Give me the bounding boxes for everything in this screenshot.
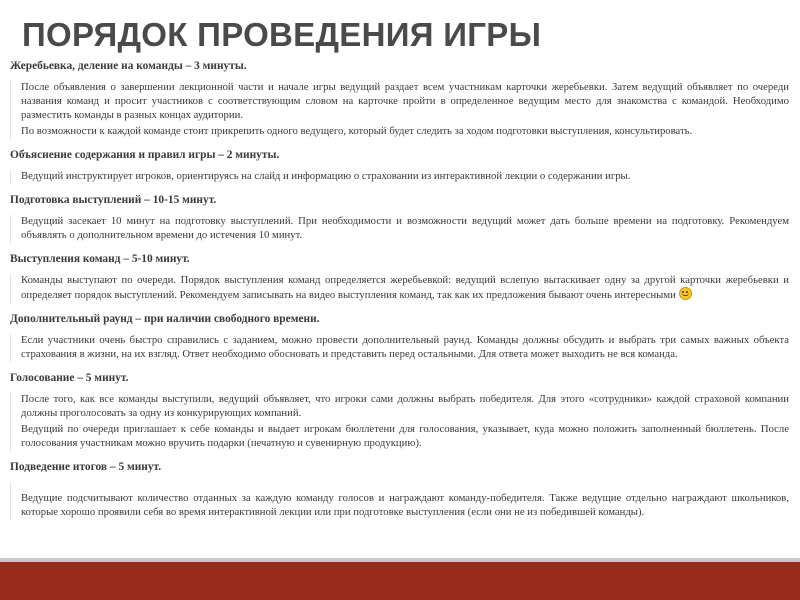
section-body [10, 170, 789, 184]
section-rules [0, 149, 792, 184]
section-body [10, 482, 789, 520]
section-heading: Дополнительный раунд – при наличии свободного времени. [10, 313, 320, 326]
content [0, 60, 792, 530]
section-body [10, 393, 789, 451]
section-voting [0, 372, 792, 451]
paragraph: Ведущий по очереди приглашает к себе команды и выдает игрокам бюллетени для голосования, указывает, куда можно положить заполненный бюллетень. После голосования участникам можно вручить подарки (печатную и сувенирную продукцию). [21, 423, 789, 450]
paragraph: По возможности к каждой команде стоит прикрепить одного ведущего, который будет следить за ходом подготовки выступления, консультировать. [21, 125, 693, 138]
page-title: ПОРЯДОК ПРОВЕДЕНИЯ ИГРЫ [22, 16, 542, 53]
paragraph: После объявления о завершении лекционной части и начале игры ведущий раздает всем участникам карточки жеребьевки. Затем ведущий объявляет по очереди названия команд и просит участников с соответствующим словом на карточке пройти в определенное ведущим место для знакомства с командой. Необходимо разместить команды в разных концах аудитории. [21, 81, 789, 121]
spacer [21, 482, 789, 492]
section-performances [0, 253, 792, 304]
paragraph-text: Команды выступают по очереди. Порядок выступления команд определяется жеребьевкой: ведущий вслепую вытаскивает одну за другой карточки жеребьевки и определяет порядок выступлений. Рекомендуем записывать на видео выступления команд, так как их предложения бывают очень интересными [21, 273, 789, 302]
paragraph: После того, как все команды выступили, ведущий объявляет, что игроки сами должны выбрать победителя. Для этого «сотрудники» каждой страховой компании должны проголосовать за одну из конкурирующих компаний. [21, 392, 789, 419]
paragraph: Ведущий инструктирует игроков, ориентируясь на слайд и информацию о страховании из интерактивной лекции о содержании игры. [21, 170, 631, 183]
smiley-icon [679, 287, 692, 300]
section-body [10, 274, 789, 304]
section-heading: Выступления команд – 5-10 минут. [10, 252, 190, 265]
section-heading: Подготовка выступлений – 10-15 минут. [10, 193, 217, 206]
section-preparation [0, 194, 792, 243]
section-results [0, 461, 792, 520]
section-body [10, 334, 789, 362]
section-heading: Подведение итогов – 5 минут. [10, 460, 162, 473]
footer-accent-bar [0, 558, 800, 600]
section-heading: Жеребьевка, деление на команды – 3 минуты. [10, 60, 247, 72]
paragraph [21, 274, 789, 304]
section-body [10, 215, 789, 243]
paragraph: Если участники очень быстро справились с заданием, можно провести дополнительный раунд. Команды должны обсудить и выбрать три самых важных объекта страхования в жизни, на их взгляд. Ответ необходимо обосновать и представить перед остальными. Для ответа может выходить не вся команда. [21, 334, 789, 360]
paragraph: Ведущие подсчитывают количество отданных за каждую команду голосов и награждают команду-победителя. Также ведущие отдельно награждают школьников, которые хорошо проявили себя во время интерактивной лекции или при подготовке выступления (если они не из победившей команды). [21, 491, 789, 518]
section-heading: Голосование – 5 минут. [10, 371, 129, 384]
section-body [10, 81, 789, 139]
section-extra-round [0, 313, 792, 362]
section-heading: Объяснение содержания и правил игры – 2 минуты. [10, 149, 280, 162]
section-draw [0, 60, 792, 139]
paragraph: Ведущий засекает 10 минут на подготовку выступлений. При необходимости и возможности ведущий может дать больше времени на подготовку. Рекомендуем объявлять о дополнительном времени до истечения 10 минут. [21, 214, 789, 241]
